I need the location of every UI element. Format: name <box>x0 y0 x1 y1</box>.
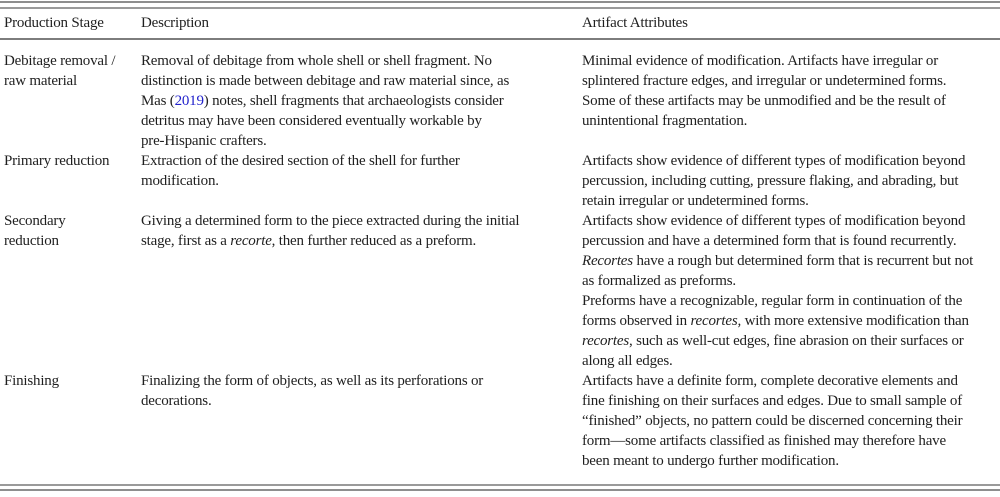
journal-table-page <box>0 1 1000 497</box>
text-line: Primary reduction <box>4 153 110 169</box>
text-line: pre-Hispanic crafters. <box>141 133 267 149</box>
text-line: Artifacts show evidence of different types of modification beyond <box>582 213 966 229</box>
italic-term: recorte <box>230 233 272 249</box>
table-body <box>0 40 1000 471</box>
text-line: splintered fracture edges, and irregular or undetermined forms. <box>582 73 947 89</box>
text-line: stage, first as a recorte, then further reduced as a preform. <box>141 233 477 249</box>
text-line: decorations. <box>141 393 212 409</box>
text-line: fine finishing on their surfaces and edges. Due to small sample of <box>582 393 963 409</box>
text-line: Mas (2019) notes, shell fragments that archaeologists consider <box>141 93 504 109</box>
text-line: been meant to undergo further modification. <box>582 453 839 469</box>
artifact-attributes-cell <box>582 51 1000 151</box>
text-line: along all edges. <box>582 353 673 369</box>
text-line: Extraction of the desired section of the shell for further <box>141 153 460 169</box>
citation-year-link[interactable]: 2019 <box>174 93 204 109</box>
table-row <box>0 211 1000 371</box>
artifact-attributes-cell <box>582 211 1000 371</box>
artifact-attributes-cell <box>582 371 1000 471</box>
production-stage-cell <box>0 151 137 211</box>
text-line: Secondary <box>4 213 66 229</box>
text-line: retain irregular or undetermined forms. <box>582 193 809 209</box>
text-line: Artifacts have a definite form, complete decorative elements and <box>582 373 958 389</box>
text-line: form—some artifacts classified as finished may therefore have <box>582 433 946 449</box>
text-line: Preforms have a recognizable, regular form in continuation of the <box>582 293 963 309</box>
text-line: recortes, such as well-cut edges, fine abrasion on their surfaces or <box>582 333 964 349</box>
text-line: raw material <box>4 73 77 89</box>
italic-term: recortes <box>582 333 629 349</box>
text-line: percussion and have a determined form that is found recurrently. <box>582 233 957 249</box>
description-cell <box>137 51 582 151</box>
text-line: Finalizing the form of objects, as well as its perforations or <box>141 373 484 389</box>
text-line: modification. <box>141 173 219 189</box>
description-cell <box>137 371 582 471</box>
description-cell <box>137 151 582 211</box>
table-top-rule <box>0 1 1000 9</box>
text-line: Artifacts show evidence of different types of modification beyond <box>582 153 966 169</box>
table-bottom-rule <box>0 484 1000 491</box>
column-header-description: Description <box>141 15 209 31</box>
text-line: Finishing <box>4 373 59 389</box>
table-row <box>0 51 1000 151</box>
text-line: Some of these artifacts may be unmodified and be the result of <box>582 93 946 109</box>
column-header-production-stage: Production Stage <box>4 15 104 31</box>
production-stage-cell <box>0 371 137 471</box>
production-stage-cell <box>0 211 137 371</box>
text-line: “finished” objects, no pattern could be discerned concerning their <box>582 413 963 429</box>
column-header-artifact-attributes: Artifact Attributes <box>582 15 688 31</box>
text-line: Giving a determined form to the piece extracted during the initial <box>141 213 520 229</box>
text-line: detritus may have been considered eventually workable by <box>141 113 482 129</box>
text-line: Debitage removal / <box>4 53 116 69</box>
text-line: Minimal evidence of modification. Artifacts have irregular or <box>582 53 939 69</box>
description-cell <box>137 211 582 371</box>
text-line: forms observed in recortes, with more extensive modification than <box>582 313 969 329</box>
text-line: Recortes have a rough but determined form that is recurrent but not <box>582 253 974 269</box>
text-line: reduction <box>4 233 59 249</box>
text-line: as formalized as preforms. <box>582 273 736 289</box>
table-header-row <box>0 9 1000 38</box>
text-line: percussion, including cutting, pressure flaking, and abrading, but <box>582 173 959 189</box>
text-line: Removal of debitage from whole shell or shell fragment. No <box>141 53 492 69</box>
production-stage-cell <box>0 51 137 151</box>
artifact-attributes-cell <box>582 151 1000 211</box>
table-row <box>0 151 1000 211</box>
italic-term: Recortes <box>582 253 633 269</box>
italic-term: recortes, <box>690 313 742 329</box>
text-line: distinction is made between debitage and raw material since, as <box>141 73 510 89</box>
text-line: unintentional fragmentation. <box>582 113 748 129</box>
table-row <box>0 371 1000 471</box>
